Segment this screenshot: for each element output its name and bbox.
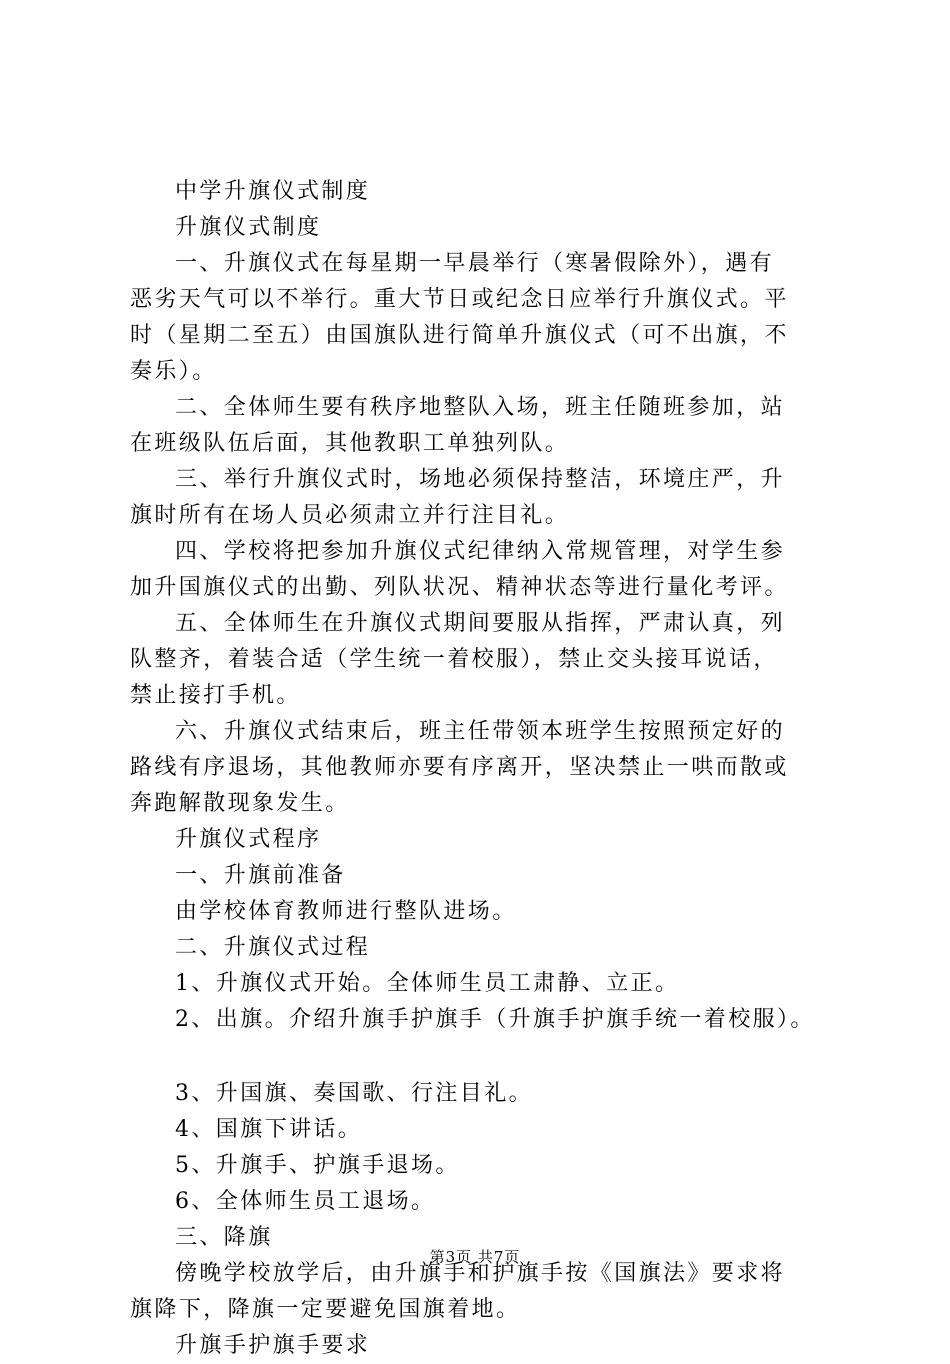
list-item: 1、升旗仪式开始。全体师生员工肃静、立正。 [175, 971, 680, 996]
paragraph-line: 队整齐，着装合适（学生统一着校服），禁止交头接耳说话， [130, 647, 778, 672]
section-heading-procedure: 升旗仪式程序 [175, 827, 322, 852]
paragraph-line: 奏乐）。 [130, 359, 217, 384]
paragraph-line: 禁止接打手机。 [130, 683, 301, 708]
subheading-lowering: 三、降旗 [175, 1225, 273, 1250]
paragraph-line: 傍晚学校放学后，由升旗手和护旗手按《国旗法》要求将 [175, 1261, 786, 1286]
section-heading-system: 升旗仪式制度 [175, 215, 322, 240]
paragraph-line: 四、学校将把参加升旗仪式纪律纳入常规管理，对学生参 [175, 539, 786, 564]
section-heading-requirements: 升旗手护旗手要求 [175, 1333, 371, 1358]
paragraph-line: 二、全体师生要有秩序地整队入场，班主任随班参加，站 [175, 395, 786, 420]
document-body [130, 174, 845, 1364]
list-item: 3、升国旗、奏国歌、行注目礼。 [175, 1081, 533, 1106]
paragraph-line: 五、全体师生在升旗仪式期间要服从指挥，严肃认真，列 [175, 611, 786, 636]
paragraph-line: 六、升旗仪式结束后，班主任带领本班学生按照预定好的 [175, 719, 786, 744]
page-footer: 第3页 共7页 [429, 1248, 521, 1266]
paragraph-line: 三、举行升旗仪式时，场地必须保持整洁，环境庄严，升 [175, 467, 786, 492]
subheading-preparation: 一、升旗前准备 [175, 863, 346, 888]
paragraph-line: 加升国旗仪式的出勤、列队状况、精神状态等进行量化考评。 [130, 575, 789, 600]
list-item: 2、出旗。介绍升旗手护旗手（升旗手护旗手统一着校服）。 [175, 1007, 815, 1032]
paragraph-line: 奔跑解散现象发生。 [130, 791, 350, 816]
paragraph-line: 旗时所有在场人员必须肃立并行注目礼。 [130, 503, 570, 528]
blank-line [130, 1038, 845, 1076]
paragraph-line: 由学校体育教师进行整队进场。 [175, 899, 517, 924]
paragraph-line: 时（星期二至五）由国旗队进行简单升旗仪式（可不出旗，不 [130, 323, 789, 348]
list-item: 6、全体师生员工退场。 [175, 1189, 436, 1214]
paragraph-line: 路线有序退场，其他教师亦要有序离开，坚决禁止一哄而散或 [130, 755, 789, 780]
subheading-process: 二、升旗仪式过程 [175, 935, 371, 960]
paragraph-line: 一、升旗仪式在每星期一早晨举行（寒暑假除外），遇有 [175, 251, 775, 276]
paragraph-line: 在班级队伍后面，其他教职工单独列队。 [130, 431, 570, 456]
paragraph-line: 旗降下，降旗一定要避免国旗着地。 [130, 1297, 521, 1322]
document-title: 中学升旗仪式制度 [175, 179, 371, 204]
paragraph-line: 恶劣天气可以不举行。重大节日或纪念日应举行升旗仪式。平 [130, 287, 789, 312]
list-item: 4、国旗下讲话。 [175, 1117, 363, 1142]
list-item: 5、升旗手、护旗手退场。 [175, 1153, 460, 1178]
